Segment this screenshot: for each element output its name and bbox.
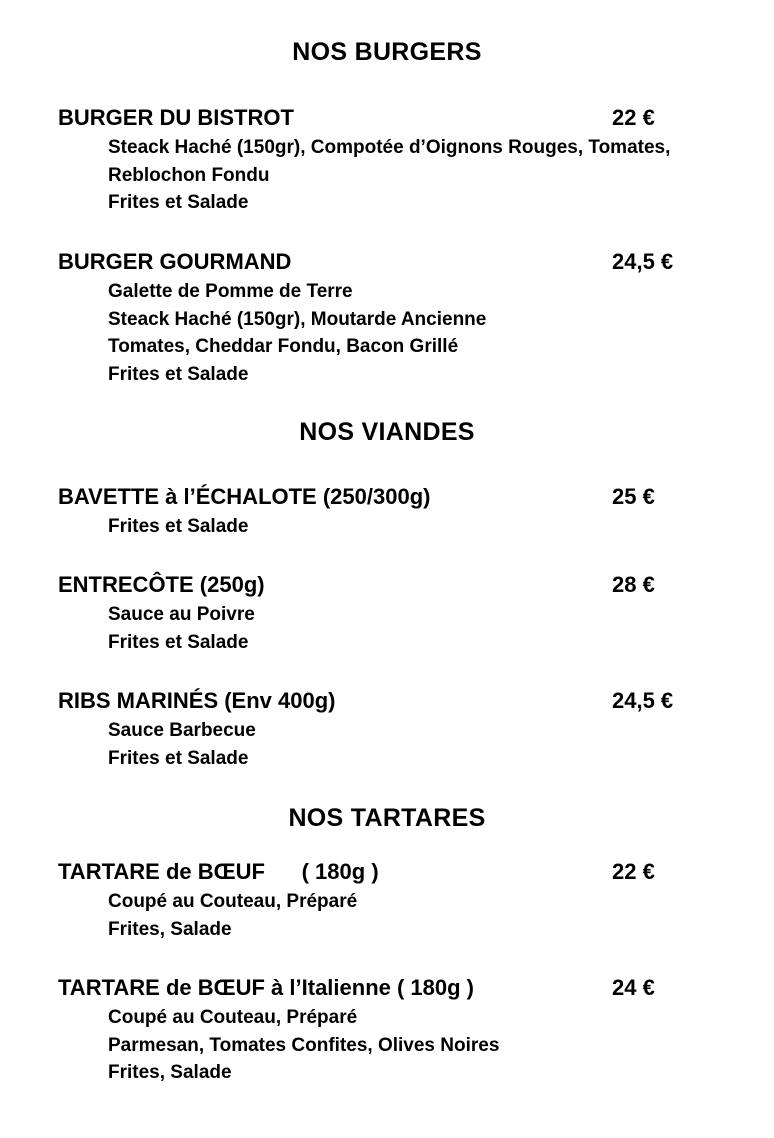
description-line: Reblochon Fondu bbox=[108, 164, 270, 186]
description-line: Frites et Salade bbox=[108, 192, 249, 213]
description-line: Tomates, Cheddar Fondu, Bacon Grillé bbox=[108, 336, 459, 357]
description-line: Sauce Barbecue bbox=[108, 720, 256, 741]
description-line: Frites et Salade bbox=[108, 631, 249, 653]
description-line: Frites et Salade bbox=[108, 363, 249, 385]
item-price: 22 € bbox=[612, 105, 655, 130]
section-title-viandes: NOS VIANDES bbox=[299, 418, 475, 446]
menu-item-burger-du-bistrot bbox=[58, 104, 758, 217]
description-line: Galette de Pomme de Terre bbox=[108, 281, 353, 302]
item-name: BURGER DU BISTROT bbox=[58, 105, 294, 130]
description-line: Frites et Salade bbox=[108, 747, 249, 769]
description-line: Sauce au Poivre bbox=[108, 604, 255, 625]
description-line: Frites, Salade bbox=[108, 1062, 232, 1083]
item-name: RIBS MARINÉS (Env 400g) bbox=[58, 688, 336, 713]
section-title-burgers: NOS BURGERS bbox=[292, 38, 482, 66]
item-price: 22 € bbox=[612, 859, 655, 884]
description-line: Coupé au Couteau, Préparé bbox=[108, 891, 358, 912]
menu-item-ribs-marines bbox=[58, 687, 758, 772]
item-name: BURGER GOURMAND bbox=[58, 249, 292, 274]
item-price: 28 € bbox=[612, 572, 655, 597]
item-price: 25 € bbox=[612, 484, 655, 509]
item-name: TARTARE de BŒUF à l’Italienne ( 180g ) bbox=[58, 975, 475, 1000]
description-line: Steack Haché (150gr), Moutarde Ancienne bbox=[108, 308, 487, 330]
item-price: 24 € bbox=[612, 975, 655, 1000]
section-title-tartares: NOS TARTARES bbox=[288, 804, 486, 832]
description-line: Frites, Salade bbox=[108, 918, 232, 940]
item-description bbox=[58, 717, 758, 772]
item-name: BAVETTE à l’ÉCHALOTE (250/300g) bbox=[58, 484, 431, 509]
description-line: Coupé au Couteau, Préparé bbox=[108, 1007, 358, 1028]
item-description bbox=[58, 888, 758, 943]
item-price: 24,5 € bbox=[612, 249, 674, 274]
description-line: Steack Haché (150gr), Compotée d’Oignons Rouges, Tomates, bbox=[108, 137, 671, 158]
menu-item-entrecote bbox=[58, 571, 758, 656]
item-description bbox=[58, 513, 758, 541]
menu-item-bavette bbox=[58, 483, 758, 541]
description-line: Frites et Salade bbox=[108, 516, 249, 537]
item-price: 24,5 € bbox=[612, 688, 674, 713]
menu-item-tartare-italienne bbox=[58, 974, 758, 1087]
item-description bbox=[58, 601, 758, 656]
item-description bbox=[58, 278, 758, 388]
menu-item-tartare-de-boeuf bbox=[58, 858, 758, 943]
item-name: ENTRECÔTE (250g) bbox=[58, 572, 265, 597]
menu-item-burger-gourmand bbox=[58, 248, 758, 388]
item-name: TARTARE de BŒUF ( 180g ) bbox=[58, 859, 379, 884]
item-description bbox=[58, 134, 758, 217]
description-line: Parmesan, Tomates Confites, Olives Noires bbox=[108, 1034, 500, 1056]
item-description bbox=[58, 1004, 758, 1087]
